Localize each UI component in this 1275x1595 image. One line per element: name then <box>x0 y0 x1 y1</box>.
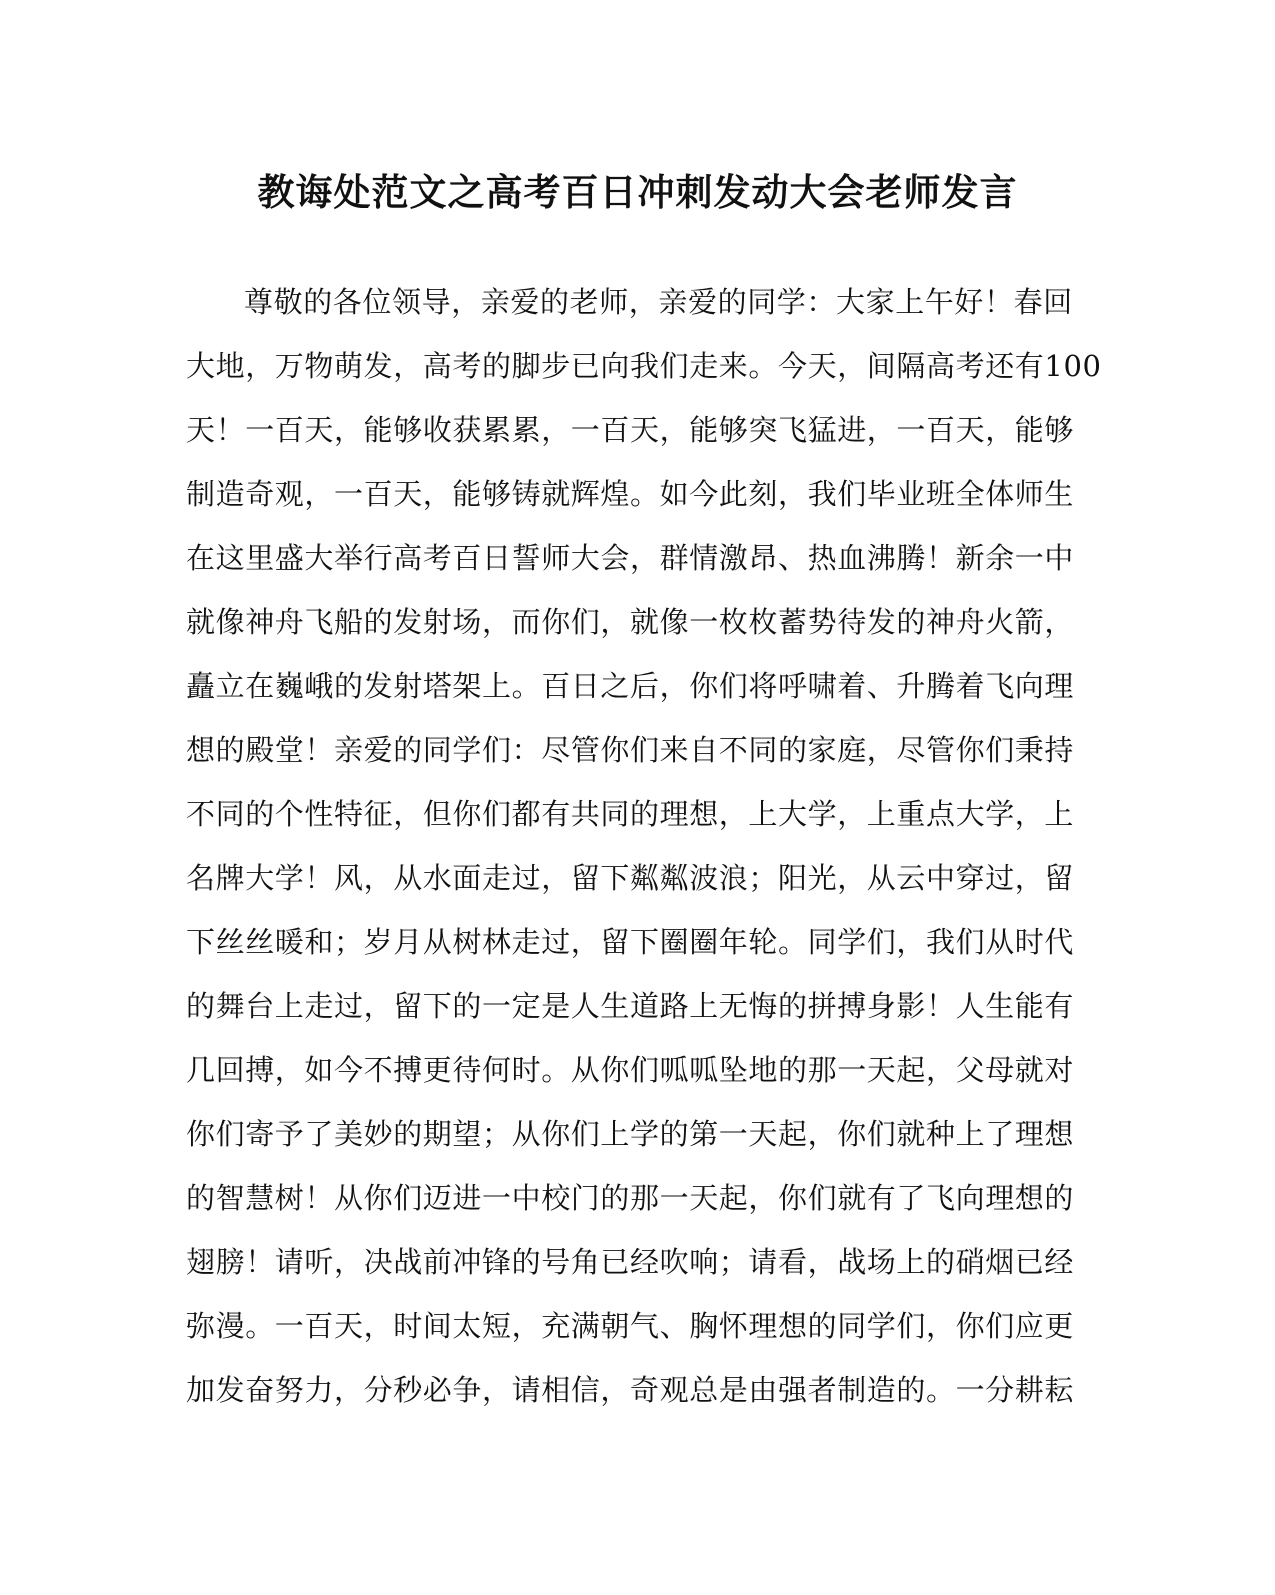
document-body <box>186 270 1102 1422</box>
body-line: 名牌大学！风，从水面走过，留下粼粼波浪；阳光，从云中穿过，留 <box>186 861 1075 895</box>
body-line: 的智慧树！从你们迈进一中校门的那一天起，你们就有了飞向理想的 <box>186 1181 1075 1215</box>
body-line: 制造奇观，一百天，能够铸就辉煌。如今此刻，我们毕业班全体师生 <box>186 477 1075 511</box>
body-line: 大地，万物萌发，高考的脚步已向我们走来。今天，间隔高考还有100 <box>186 349 1102 383</box>
body-line: 想的殿堂！亲爱的同学们：尽管你们来自不同的家庭，尽管你们秉持 <box>186 733 1075 767</box>
body-line: 加发奋努力，分秒必争，请相信，奇观总是由强者制造的。一分耕耘 <box>186 1373 1075 1407</box>
body-line: 矗立在巍峨的发射塔架上。百日之后，你们将呼啸着、升腾着飞向理 <box>186 669 1075 703</box>
body-line: 不同的个性特征，但你们都有共同的理想，上大学，上重点大学，上 <box>186 797 1075 831</box>
body-line: 弥漫。一百天，时间太短，充满朝气、胸怀理想的同学们，你们应更 <box>186 1309 1075 1343</box>
body-line: 在这里盛大举行高考百日誓师大会，群情激昂、热血沸腾！新余一中 <box>186 541 1075 575</box>
body-line: 你们寄予了美妙的期望；从你们上学的第一天起，你们就种上了理想 <box>186 1117 1075 1151</box>
body-line: 几回搏，如今不搏更待何时。从你们呱呱坠地的那一天起，父母就对 <box>186 1053 1075 1087</box>
body-line: 的舞台上走过，留下的一定是人生道路上无悔的拼搏身影！人生能有 <box>186 989 1075 1023</box>
body-line: 翅膀！请听，决战前冲锋的号角已经吹响；请看，战场上的硝烟已经 <box>186 1245 1075 1279</box>
body-line: 尊敬的各位领导，亲爱的老师，亲爱的同学：大家上午好！春回 <box>244 285 1073 319</box>
document-title: 教诲处范文之高考百日冲刺发动大会老师发言 <box>257 170 1018 214</box>
body-line: 就像神舟飞船的发射场，而你们，就像一枚枚蓄势待发的神舟火箭， <box>186 605 1075 639</box>
body-line: 天！一百天，能够收获累累，一百天，能够突飞猛进，一百天，能够 <box>186 413 1075 447</box>
body-line: 下丝丝暖和；岁月从树林走过，留下圈圈年轮。同学们，我们从时代 <box>186 925 1075 959</box>
